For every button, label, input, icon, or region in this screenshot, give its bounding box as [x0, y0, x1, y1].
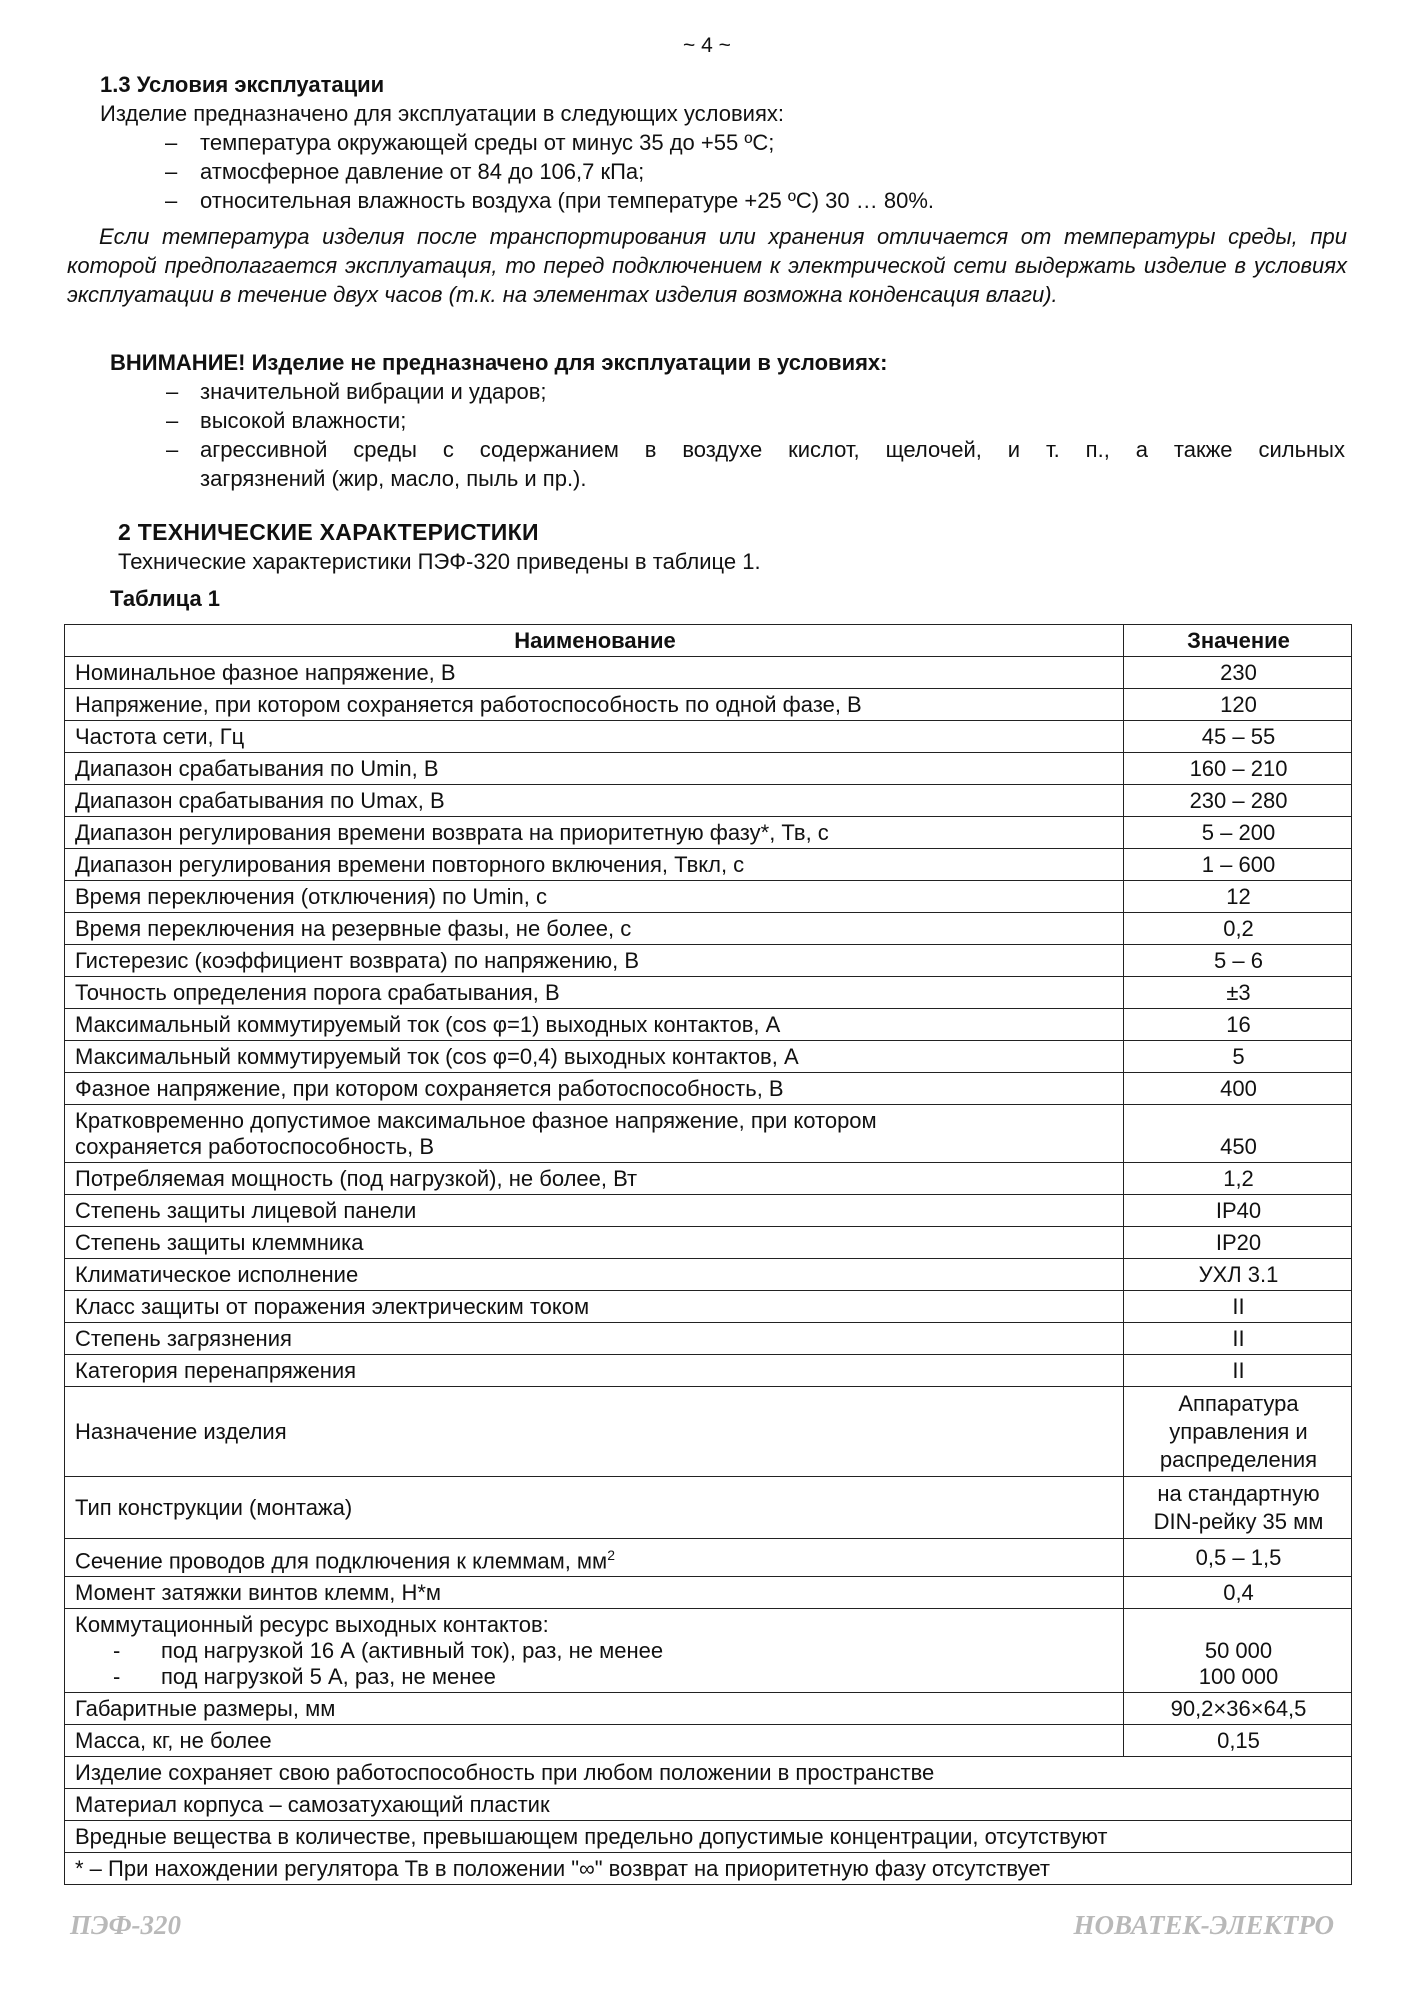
table-row: [65, 1577, 1352, 1609]
param-value: 450: [1124, 1105, 1352, 1163]
param-name: Время переключения на резервные фазы, не более, с: [65, 913, 1124, 945]
warning-item: – агрессивной среды с содержанием в воздухе кислот, щелочей, и т. п., а также сильных загрязнений (жир, масло, пыль и пр.).: [166, 437, 1345, 491]
param-value: 0,15: [1124, 1725, 1352, 1757]
param-value: 120: [1124, 689, 1352, 721]
param-name: Кратковременно допустимое максимальное фазное напряжение, при котором сохраняется работоспособность, В: [65, 1105, 1124, 1163]
param-name: Габаритные размеры, мм: [65, 1693, 1124, 1725]
full-row-text: Вредные вещества в количестве, превышающем предельно допустимые концентрации, отсутствуют: [65, 1821, 1352, 1853]
table-row: [65, 977, 1352, 1009]
param-value: Аппаратура управления и распределения: [1124, 1387, 1352, 1477]
table-row: [65, 1477, 1352, 1539]
param-name: Момент затяжки винтов клемм, Н*м: [65, 1577, 1124, 1609]
table-row: [65, 1693, 1352, 1725]
table-row: [65, 1105, 1352, 1163]
table-row: [65, 657, 1352, 689]
table-row: [65, 1227, 1352, 1259]
warning-title: ВНИМАНИЕ! Изделие не предназначено для эксплуатации в условиях:: [110, 350, 888, 375]
param-value: II: [1124, 1291, 1352, 1323]
table-row-full: [65, 1821, 1352, 1853]
table-row: [65, 1163, 1352, 1195]
section-2-title: 2 ТЕХНИЧЕСКИЕ ХАРАКТЕРИСТИКИ: [118, 519, 539, 545]
table-row: [65, 817, 1352, 849]
full-row-text: Материал корпуса – самозатухающий пластик: [65, 1789, 1352, 1821]
table-row: [65, 1355, 1352, 1387]
param-name: Номинальное фазное напряжение, В: [65, 657, 1124, 689]
table-row: [65, 1725, 1352, 1757]
param-name: Степень защиты клеммника: [65, 1227, 1124, 1259]
param-value: II: [1124, 1355, 1352, 1387]
section-operating-conditions: [100, 70, 1350, 215]
table-row: [65, 689, 1352, 721]
param-name: Степень загрязнения: [65, 1323, 1124, 1355]
footer-company-name: НОВАТЕК-ЭЛЕКТРО: [1073, 1910, 1334, 1940]
param-name: Диапазон срабатывания по Umin, В: [65, 753, 1124, 785]
param-value: УХЛ 3.1: [1124, 1259, 1352, 1291]
param-name: Частота сети, Гц: [65, 721, 1124, 753]
table-caption: Таблица 1: [110, 586, 221, 611]
table-row: [65, 753, 1352, 785]
table-row: [65, 881, 1352, 913]
param-value: 5 – 6: [1124, 945, 1352, 977]
table-row: [65, 1009, 1352, 1041]
param-value: IP20: [1124, 1227, 1352, 1259]
param-name: Потребляемая мощность (под нагрузкой), не более, Вт: [65, 1163, 1124, 1195]
param-value: 5: [1124, 1041, 1352, 1073]
footer-product-name: ПЭФ-320: [70, 1910, 182, 1940]
table-row: [65, 1195, 1352, 1227]
conditions-list: [100, 128, 1350, 215]
table-row: [65, 1259, 1352, 1291]
param-name: Коммутационный ресурс выходных контактов: - под нагрузкой 16 А (активный ток), раз, не менее - под нагрузкой 5 А, раз, не менее: [65, 1609, 1124, 1693]
condition-item: – относительная влажность воздуха (при температуре +25 ºС) 30 … 80%.: [165, 188, 935, 213]
param-name: Тип конструкции (монтажа): [65, 1477, 1124, 1539]
param-value: 45 – 55: [1124, 721, 1352, 753]
param-value: 1 – 600: [1124, 849, 1352, 881]
param-name: Напряжение, при котором сохраняется работоспособность по одной фазе, В: [65, 689, 1124, 721]
param-value: 90,2×36×64,5: [1124, 1693, 1352, 1725]
table-row: [65, 1609, 1352, 1693]
table-row: [65, 1041, 1352, 1073]
table-row: [65, 849, 1352, 881]
warning-item: – высокой влажности;: [166, 408, 407, 433]
param-value: 160 – 210: [1124, 753, 1352, 785]
warning-list: [110, 377, 1345, 493]
table-row: [65, 1387, 1352, 1477]
param-name: Время переключения (отключения) по Umin, с: [65, 881, 1124, 913]
param-value: 0,5 – 1,5: [1124, 1539, 1352, 1577]
param-value: 12: [1124, 881, 1352, 913]
spec-table: [64, 624, 1352, 1885]
condition-item: – атмосферное давление от 84 до 106,7 кПа;: [165, 159, 645, 184]
param-value: 1,2: [1124, 1163, 1352, 1195]
section-1-3-intro: Изделие предназначено для эксплуатации в следующих условиях:: [100, 101, 784, 126]
table-row: [65, 1323, 1352, 1355]
param-name: Диапазон регулирования времени повторного включения, Твкл, с: [65, 849, 1124, 881]
page-number: ~ 4 ~: [683, 34, 731, 57]
table-row: [65, 721, 1352, 753]
param-name: Гистерезис (коэффициент возврата) по напряжению, В: [65, 945, 1124, 977]
footnote-text: * – При нахождении регулятора Тв в положении "∞" возврат на приоритетную фазу отсутствует: [65, 1853, 1352, 1885]
param-value: 400: [1124, 1073, 1352, 1105]
param-value: IP40: [1124, 1195, 1352, 1227]
param-value: 16: [1124, 1009, 1352, 1041]
table-row-full: [65, 1789, 1352, 1821]
table-row: [65, 913, 1352, 945]
param-value: 0,2: [1124, 913, 1352, 945]
header-value: Значение: [1124, 625, 1352, 657]
param-value: 230: [1124, 657, 1352, 689]
param-value: ±3: [1124, 977, 1352, 1009]
param-name: Назначение изделия: [65, 1387, 1124, 1477]
param-name: Класс защиты от поражения электрическим током: [65, 1291, 1124, 1323]
param-value: II: [1124, 1323, 1352, 1355]
table-row: [65, 1073, 1352, 1105]
condition-item: – температура окружающей среды от минус 35 до +55 ºС;: [165, 130, 775, 155]
header-name: Наименование: [65, 625, 1124, 657]
table-row-full: [65, 1757, 1352, 1789]
full-row-text: Изделие сохраняет свою работоспособность при любом положении в пространстве: [65, 1757, 1352, 1789]
table-header-row: [65, 625, 1352, 657]
param-value: 230 – 280: [1124, 785, 1352, 817]
section-1-3-title: 1.3 Условия эксплуатации: [100, 72, 385, 97]
param-value: на стандартную DIN-рейку 35 мм: [1124, 1477, 1352, 1539]
param-value: 50 000 100 000: [1124, 1609, 1352, 1693]
param-name: Климатическое исполнение: [65, 1259, 1124, 1291]
param-name: Диапазон срабатывания по Umax, В: [65, 785, 1124, 817]
transport-note: Если температура изделия после транспортирования или хранения отличается от температуры среды, при которой предполагается эксплуатация, то перед подключением к электрической сети выдержать изделие в условиях эксплуатации в течение двух часов (т.к. на элементах изделия возможна конденсация влаги).: [67, 224, 1347, 307]
param-name: Степень защиты лицевой панели: [65, 1195, 1124, 1227]
param-name: Максимальный коммутируемый ток (cos φ=0,4) выходных контактов, А: [65, 1041, 1124, 1073]
param-name: Фазное напряжение, при котором сохраняется работоспособность, В: [65, 1073, 1124, 1105]
warning-block: [110, 348, 1345, 493]
param-name: Сечение проводов для подключения к клеммам, $мм^2$: [65, 1539, 1124, 1577]
param-name: Точность определения порога срабатывания, В: [65, 977, 1124, 1009]
table-row-full: [65, 1853, 1352, 1885]
table-row: [65, 785, 1352, 817]
param-name: Масса, кг, не более: [65, 1725, 1124, 1757]
table-row: [65, 1291, 1352, 1323]
param-name: Максимальный коммутируемый ток (cos φ=1) выходных контактов, А: [65, 1009, 1124, 1041]
param-name: Категория перенапряжения: [65, 1355, 1124, 1387]
table-row: [65, 1539, 1352, 1577]
param-value: 0,4: [1124, 1577, 1352, 1609]
warning-item: – значительной вибрации и ударов;: [166, 379, 547, 404]
section-2-intro: Технические характеристики ПЭФ-320 приведены в таблице 1.: [118, 549, 761, 574]
param-name: Диапазон регулирования времени возврата на приоритетную фазу*, Тв, с: [65, 817, 1124, 849]
section-technical-specs: [118, 518, 1348, 576]
param-value: 5 – 200: [1124, 817, 1352, 849]
table-row: [65, 945, 1352, 977]
